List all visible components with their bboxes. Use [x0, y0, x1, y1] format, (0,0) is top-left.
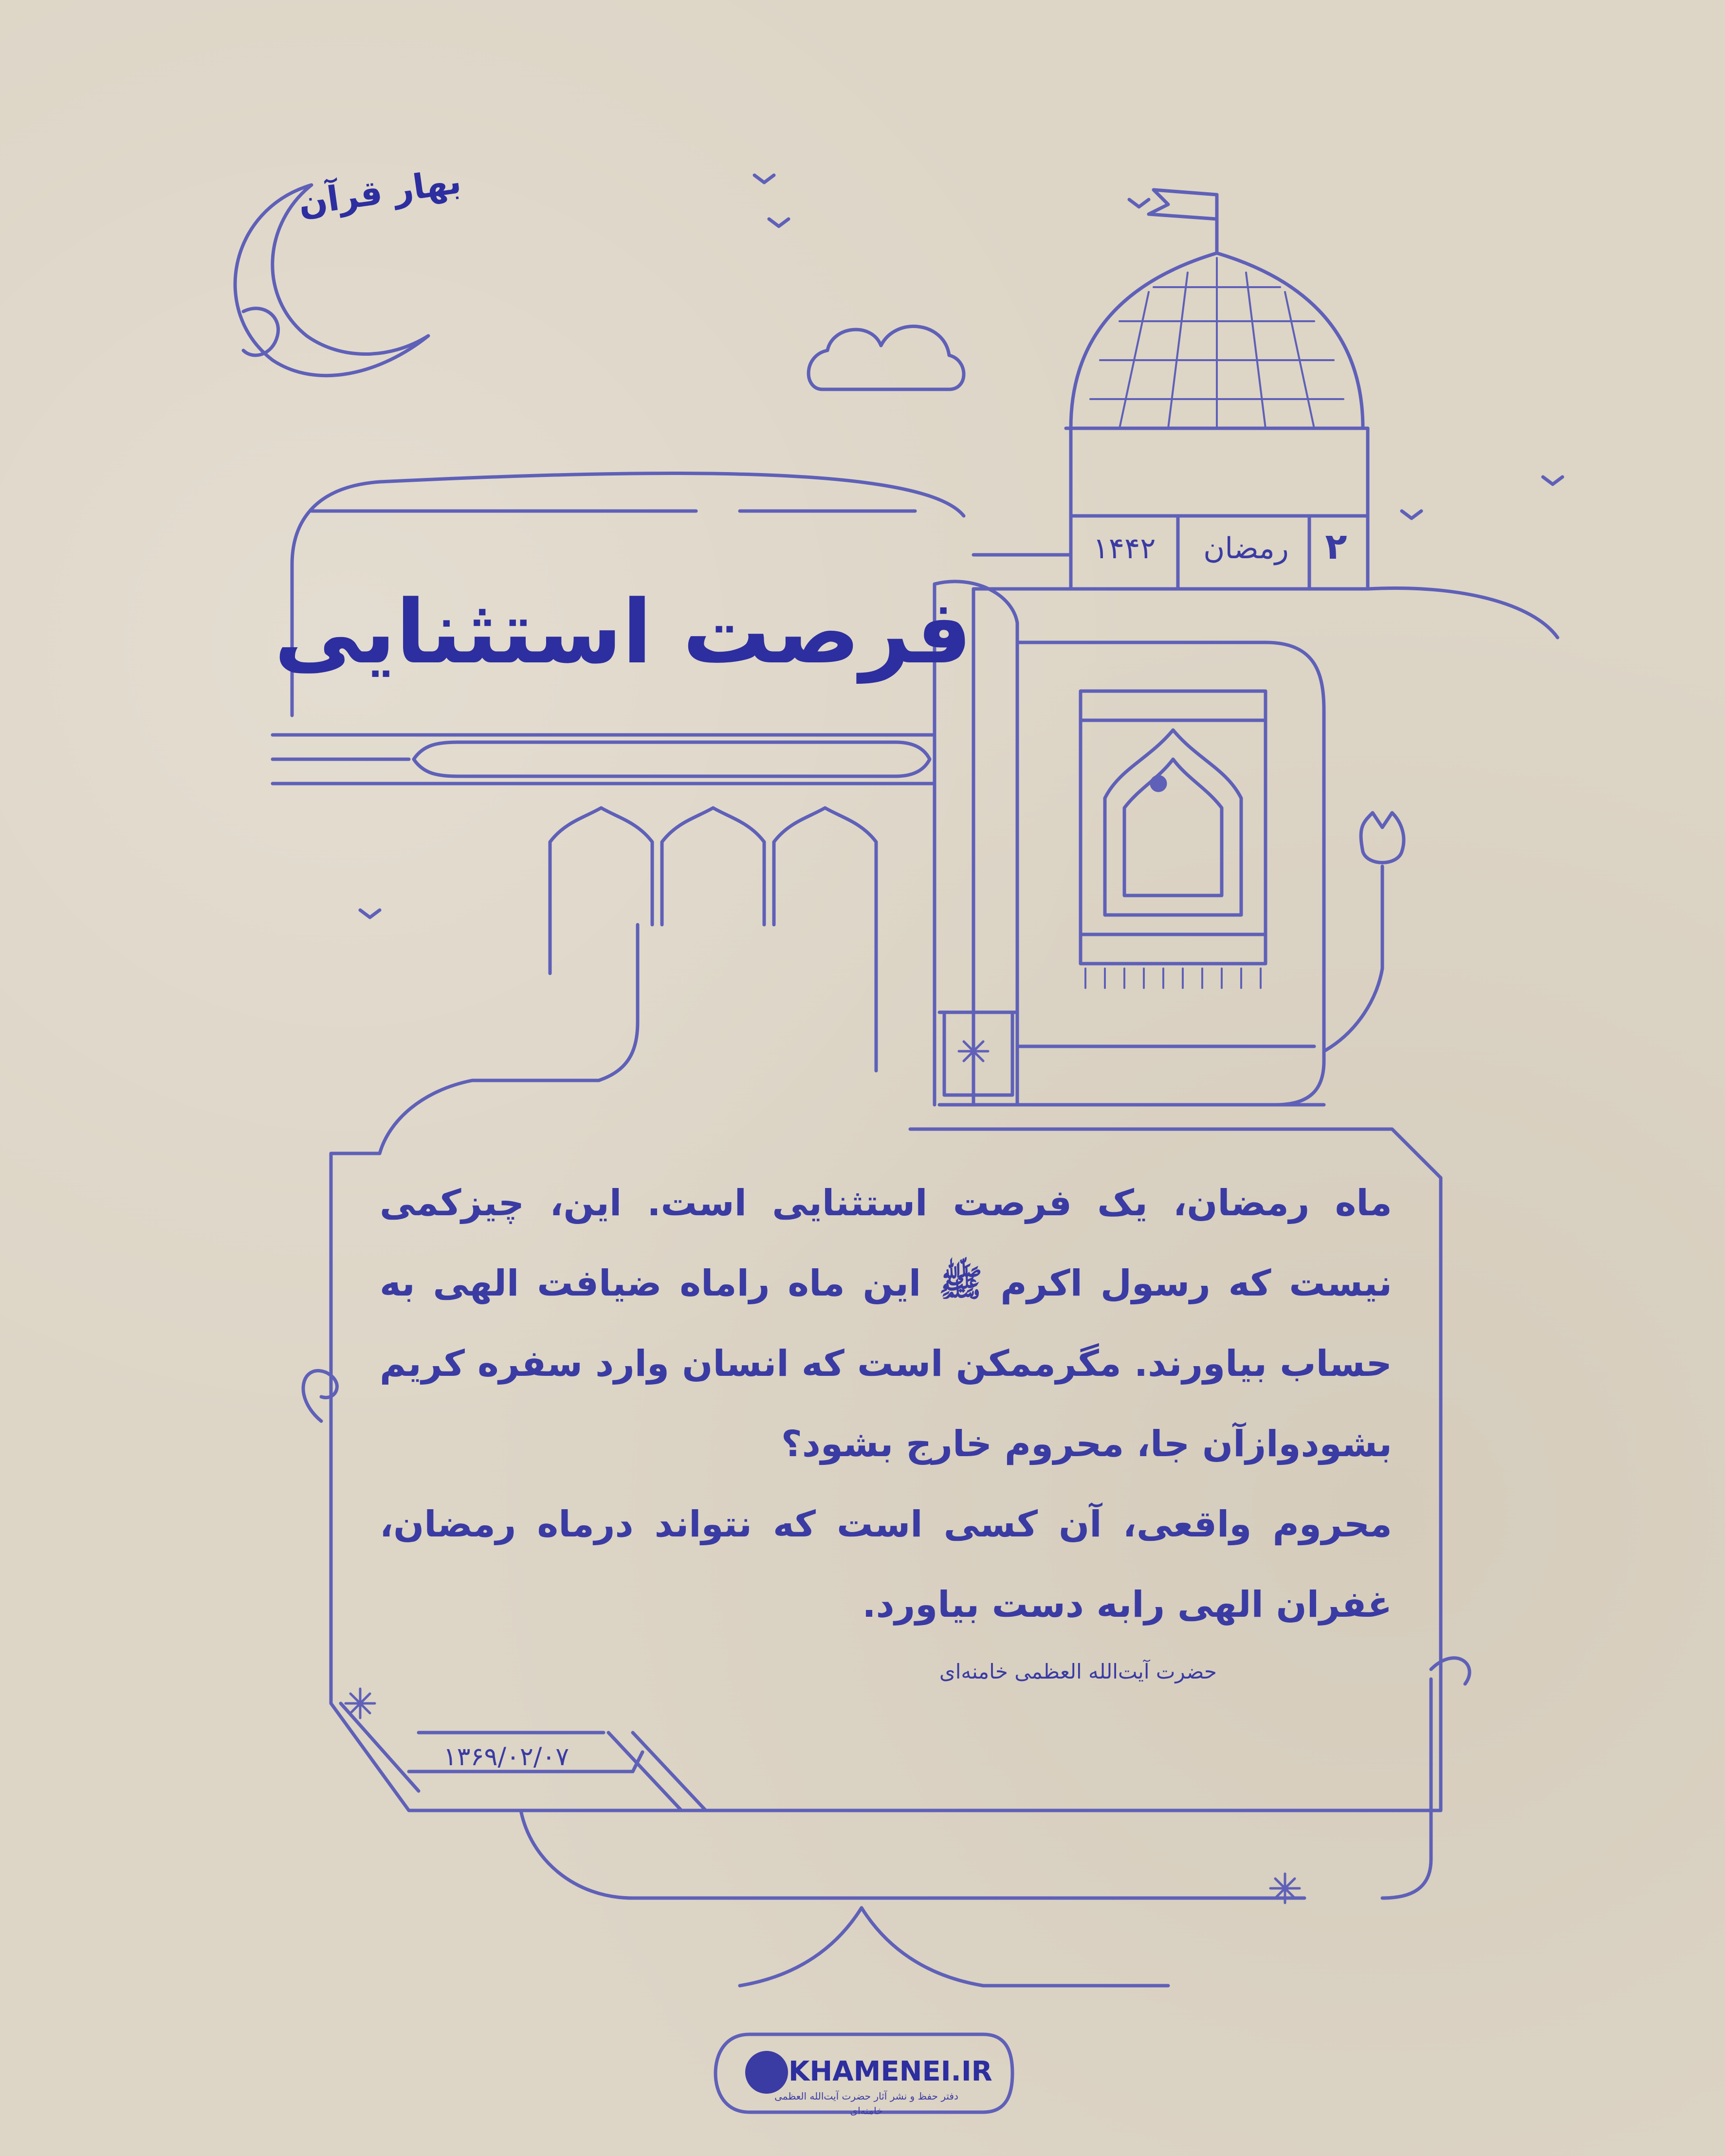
bird-icon: [769, 219, 789, 226]
bird-icon: [360, 910, 380, 917]
flag-icon: [1149, 190, 1217, 219]
quote-author: حضرت آیت‌الله العظمی خامنه‌ای: [939, 1660, 1217, 1683]
quote-paragraph-2: محروم واقعی، آن کسی است که نتواند درماه رمضان، غفران الهی رابه دست بیاورد.: [380, 1503, 1392, 1626]
arch: [550, 808, 652, 925]
logo-emblem-icon: [745, 2051, 788, 2094]
speech-date: ۱۳۶۹/۰۲/۰۷: [443, 1742, 569, 1772]
bird-icon: [754, 175, 774, 183]
bird-icon: [1543, 477, 1562, 484]
date-day: ۲: [1325, 526, 1347, 567]
campaign-brand-text: بهار قرآن: [295, 161, 464, 224]
book-frame: [1017, 642, 1324, 1105]
date-year: ۱۴۴۲: [1093, 531, 1156, 566]
logo-subtitle: دفتر حفظ و نشر آثار حضرت آیت‌الله العظمی خامنه‌ای: [774, 2090, 958, 2117]
poster-title: فرصت استثنایی: [274, 582, 972, 683]
arch: [662, 808, 764, 925]
quote-text: [380, 1163, 1392, 1645]
bird-icon: [1129, 200, 1149, 207]
bird-icon: [1402, 511, 1421, 518]
star-icon: [346, 1689, 375, 1718]
tulip-icon: [1361, 813, 1404, 863]
cloud-icon: [808, 327, 964, 389]
logo-name[interactable]: KHAMENEI.IR: [789, 2056, 992, 2087]
quote-paragraph-1: ماه رمضان، یک فرصت استثنایی است. این، چیزکمی نیست که رسول اکرم ﷺ این ماه راماه ضیافت الهی به حساب بیاورند. مگرممکن است که انسان وارد سفره کریم بشودوازآن جا، محروم خارج بشود؟: [380, 1182, 1392, 1465]
date-month: رمضان: [1203, 531, 1289, 566]
arch: [774, 808, 876, 925]
star-icon: [959, 1037, 988, 1066]
